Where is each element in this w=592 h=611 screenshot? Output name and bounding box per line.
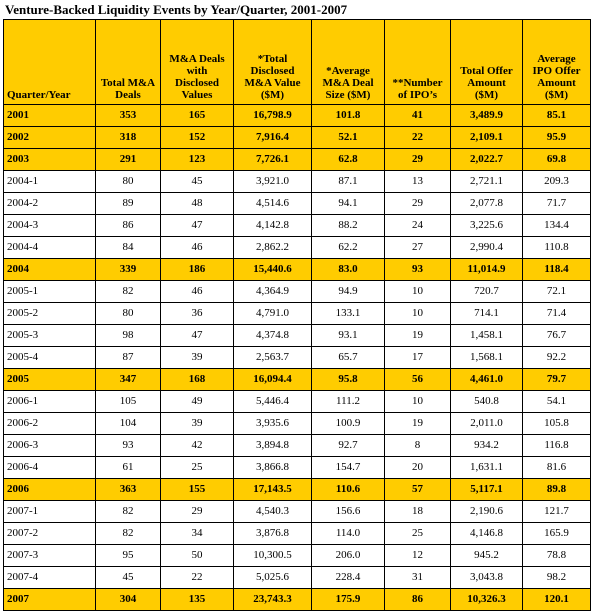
- cell-number-of-ipos: 56: [385, 369, 451, 391]
- cell-average-ipo-offer: 85.1: [523, 105, 591, 127]
- cell-number-of-ipos: 93: [385, 259, 451, 281]
- cell-quarter-year: 2007-2: [4, 523, 96, 545]
- cell-ma-deals-disclosed: 22: [161, 567, 234, 589]
- cell-total-ma-deals: 98: [96, 325, 161, 347]
- cell-ma-deals-disclosed: 168: [161, 369, 234, 391]
- cell-total-ma-deals: 61: [96, 457, 161, 479]
- cell-quarter-year: 2007: [4, 589, 96, 611]
- cell-average-ipo-offer: 209.3: [523, 171, 591, 193]
- cell-quarter-year: 2002: [4, 127, 96, 149]
- cell-total-disclosed-value: 16,798.9: [234, 105, 312, 127]
- table-row: [4, 413, 591, 435]
- cell-ma-deals-disclosed: 29: [161, 501, 234, 523]
- cell-ma-deals-disclosed: 152: [161, 127, 234, 149]
- cell-average-deal-size: 62.8: [312, 149, 385, 171]
- cell-average-ipo-offer: 81.6: [523, 457, 591, 479]
- header-total-ma-deals: Total M&A Deals: [96, 20, 161, 105]
- cell-number-of-ipos: 19: [385, 325, 451, 347]
- cell-average-deal-size: 154.7: [312, 457, 385, 479]
- cell-ma-deals-disclosed: 36: [161, 303, 234, 325]
- cell-total-disclosed-value: 4,374.8: [234, 325, 312, 347]
- cell-average-ipo-offer: 89.8: [523, 479, 591, 501]
- cell-number-of-ipos: 25: [385, 523, 451, 545]
- cell-average-deal-size: 62.2: [312, 237, 385, 259]
- cell-quarter-year: 2004: [4, 259, 96, 281]
- table-row: [4, 347, 591, 369]
- cell-average-ipo-offer: 92.2: [523, 347, 591, 369]
- cell-quarter-year: 2006-3: [4, 435, 96, 457]
- cell-average-ipo-offer: 54.1: [523, 391, 591, 413]
- cell-total-disclosed-value: 4,364.9: [234, 281, 312, 303]
- cell-ma-deals-disclosed: 48: [161, 193, 234, 215]
- cell-ma-deals-disclosed: 50: [161, 545, 234, 567]
- cell-quarter-year: 2004-4: [4, 237, 96, 259]
- cell-total-offer-amount: 945.2: [451, 545, 523, 567]
- cell-total-ma-deals: 84: [96, 237, 161, 259]
- cell-total-disclosed-value: 7,916.4: [234, 127, 312, 149]
- cell-quarter-year: 2006: [4, 479, 96, 501]
- table-row: [4, 193, 591, 215]
- cell-total-offer-amount: 2,190.6: [451, 501, 523, 523]
- cell-average-deal-size: 228.4: [312, 567, 385, 589]
- cell-total-offer-amount: 2,011.0: [451, 413, 523, 435]
- table-title: Venture-Backed Liquidity Events by Year/Quarter, 2001-2007: [5, 2, 348, 17]
- cell-quarter-year: 2007-4: [4, 567, 96, 589]
- cell-total-disclosed-value: 4,142.8: [234, 215, 312, 237]
- cell-total-ma-deals: 89: [96, 193, 161, 215]
- cell-ma-deals-disclosed: 39: [161, 347, 234, 369]
- cell-average-ipo-offer: 71.4: [523, 303, 591, 325]
- cell-ma-deals-disclosed: 135: [161, 589, 234, 611]
- cell-quarter-year: 2004-2: [4, 193, 96, 215]
- cell-ma-deals-disclosed: 186: [161, 259, 234, 281]
- cell-ma-deals-disclosed: 47: [161, 215, 234, 237]
- cell-quarter-year: 2007-1: [4, 501, 96, 523]
- table-row-annual: [4, 589, 591, 611]
- cell-average-ipo-offer: 95.9: [523, 127, 591, 149]
- cell-quarter-year: 2005-1: [4, 281, 96, 303]
- cell-total-disclosed-value: 2,862.2: [234, 237, 312, 259]
- cell-total-offer-amount: 10,326.3: [451, 589, 523, 611]
- cell-total-offer-amount: 2,721.1: [451, 171, 523, 193]
- cell-average-deal-size: 87.1: [312, 171, 385, 193]
- cell-quarter-year: 2005-3: [4, 325, 96, 347]
- cell-ma-deals-disclosed: 47: [161, 325, 234, 347]
- cell-total-disclosed-value: 3,866.8: [234, 457, 312, 479]
- cell-average-deal-size: 175.9: [312, 589, 385, 611]
- cell-total-ma-deals: 339: [96, 259, 161, 281]
- cell-average-deal-size: 52.1: [312, 127, 385, 149]
- header-quarter-year: Quarter/Year: [4, 20, 96, 105]
- cell-total-offer-amount: 2,022.7: [451, 149, 523, 171]
- cell-total-ma-deals: 363: [96, 479, 161, 501]
- cell-average-ipo-offer: 165.9: [523, 523, 591, 545]
- cell-average-deal-size: 65.7: [312, 347, 385, 369]
- cell-total-ma-deals: 82: [96, 501, 161, 523]
- cell-quarter-year: 2005-2: [4, 303, 96, 325]
- cell-ma-deals-disclosed: 25: [161, 457, 234, 479]
- cell-quarter-year: 2005: [4, 369, 96, 391]
- table-row-annual: [4, 127, 591, 149]
- table-row-annual: [4, 259, 591, 281]
- cell-total-offer-amount: 11,014.9: [451, 259, 523, 281]
- cell-total-offer-amount: 3,489.9: [451, 105, 523, 127]
- table-row: [4, 501, 591, 523]
- cell-total-ma-deals: 318: [96, 127, 161, 149]
- cell-average-deal-size: 110.6: [312, 479, 385, 501]
- table-row: [4, 215, 591, 237]
- cell-average-ipo-offer: 98.2: [523, 567, 591, 589]
- table-row-annual: [4, 369, 591, 391]
- cell-number-of-ipos: 29: [385, 149, 451, 171]
- cell-number-of-ipos: 41: [385, 105, 451, 127]
- cell-ma-deals-disclosed: 45: [161, 171, 234, 193]
- cell-average-deal-size: 83.0: [312, 259, 385, 281]
- cell-total-offer-amount: 2,077.8: [451, 193, 523, 215]
- cell-total-ma-deals: 87: [96, 347, 161, 369]
- cell-average-deal-size: 111.2: [312, 391, 385, 413]
- cell-average-deal-size: 88.2: [312, 215, 385, 237]
- cell-total-ma-deals: 104: [96, 413, 161, 435]
- cell-number-of-ipos: 10: [385, 281, 451, 303]
- cell-average-deal-size: 92.7: [312, 435, 385, 457]
- cell-total-disclosed-value: 16,094.4: [234, 369, 312, 391]
- table-row: [4, 237, 591, 259]
- header-row: [4, 20, 591, 105]
- header-total-disclosed-value: *Total Disclosed M&A Value ($M): [234, 20, 312, 105]
- cell-average-ipo-offer: 72.1: [523, 281, 591, 303]
- cell-number-of-ipos: 10: [385, 391, 451, 413]
- cell-number-of-ipos: 86: [385, 589, 451, 611]
- cell-ma-deals-disclosed: 155: [161, 479, 234, 501]
- cell-total-disclosed-value: 5,025.6: [234, 567, 312, 589]
- cell-average-ipo-offer: 71.7: [523, 193, 591, 215]
- cell-average-ipo-offer: 121.7: [523, 501, 591, 523]
- cell-total-ma-deals: 45: [96, 567, 161, 589]
- cell-ma-deals-disclosed: 34: [161, 523, 234, 545]
- cell-quarter-year: 2001: [4, 105, 96, 127]
- cell-ma-deals-disclosed: 49: [161, 391, 234, 413]
- cell-number-of-ipos: 8: [385, 435, 451, 457]
- cell-number-of-ipos: 57: [385, 479, 451, 501]
- cell-quarter-year: 2004-3: [4, 215, 96, 237]
- table-row-annual: [4, 105, 591, 127]
- cell-total-disclosed-value: 2,563.7: [234, 347, 312, 369]
- table-row: [4, 435, 591, 457]
- cell-average-ipo-offer: 118.4: [523, 259, 591, 281]
- table-row: [4, 457, 591, 479]
- cell-total-ma-deals: 353: [96, 105, 161, 127]
- cell-number-of-ipos: 18: [385, 501, 451, 523]
- cell-total-offer-amount: 1,568.1: [451, 347, 523, 369]
- liquidity-events-table: [3, 19, 591, 611]
- cell-total-disclosed-value: 3,935.6: [234, 413, 312, 435]
- cell-ma-deals-disclosed: 39: [161, 413, 234, 435]
- cell-ma-deals-disclosed: 46: [161, 237, 234, 259]
- cell-total-offer-amount: 720.7: [451, 281, 523, 303]
- cell-total-disclosed-value: 10,300.5: [234, 545, 312, 567]
- cell-total-disclosed-value: 7,726.1: [234, 149, 312, 171]
- cell-total-disclosed-value: 4,514.6: [234, 193, 312, 215]
- cell-number-of-ipos: 27: [385, 237, 451, 259]
- cell-total-ma-deals: 82: [96, 281, 161, 303]
- cell-total-disclosed-value: 5,446.4: [234, 391, 312, 413]
- cell-total-offer-amount: 4,461.0: [451, 369, 523, 391]
- table-row: [4, 545, 591, 567]
- cell-average-ipo-offer: 76.7: [523, 325, 591, 347]
- cell-total-offer-amount: 1,631.1: [451, 457, 523, 479]
- cell-ma-deals-disclosed: 42: [161, 435, 234, 457]
- cell-average-deal-size: 101.8: [312, 105, 385, 127]
- cell-total-ma-deals: 304: [96, 589, 161, 611]
- cell-ma-deals-disclosed: 165: [161, 105, 234, 127]
- cell-total-disclosed-value: 4,791.0: [234, 303, 312, 325]
- cell-total-ma-deals: 291: [96, 149, 161, 171]
- table-row-annual: [4, 479, 591, 501]
- cell-average-deal-size: 95.8: [312, 369, 385, 391]
- cell-total-offer-amount: 934.2: [451, 435, 523, 457]
- cell-total-ma-deals: 82: [96, 523, 161, 545]
- cell-number-of-ipos: 13: [385, 171, 451, 193]
- cell-average-deal-size: 206.0: [312, 545, 385, 567]
- cell-total-offer-amount: 2,990.4: [451, 237, 523, 259]
- cell-average-deal-size: 114.0: [312, 523, 385, 545]
- cell-total-ma-deals: 93: [96, 435, 161, 457]
- cell-average-deal-size: 100.9: [312, 413, 385, 435]
- cell-average-ipo-offer: 134.4: [523, 215, 591, 237]
- cell-quarter-year: 2005-4: [4, 347, 96, 369]
- cell-average-deal-size: 156.6: [312, 501, 385, 523]
- cell-total-offer-amount: 714.1: [451, 303, 523, 325]
- cell-average-ipo-offer: 120.1: [523, 589, 591, 611]
- cell-average-ipo-offer: 110.8: [523, 237, 591, 259]
- cell-average-ipo-offer: 78.8: [523, 545, 591, 567]
- cell-average-ipo-offer: 105.8: [523, 413, 591, 435]
- cell-total-offer-amount: 1,458.1: [451, 325, 523, 347]
- cell-total-ma-deals: 86: [96, 215, 161, 237]
- cell-number-of-ipos: 29: [385, 193, 451, 215]
- table-row: [4, 325, 591, 347]
- header-average-deal-size: *Average M&A Deal Size ($M): [312, 20, 385, 105]
- cell-number-of-ipos: 17: [385, 347, 451, 369]
- cell-average-deal-size: 93.1: [312, 325, 385, 347]
- cell-total-offer-amount: 5,117.1: [451, 479, 523, 501]
- cell-total-ma-deals: 95: [96, 545, 161, 567]
- header-total-offer-amount: Total Offer Amount ($M): [451, 20, 523, 105]
- cell-total-offer-amount: 2,109.1: [451, 127, 523, 149]
- cell-total-offer-amount: 4,146.8: [451, 523, 523, 545]
- cell-total-disclosed-value: 3,894.8: [234, 435, 312, 457]
- cell-average-deal-size: 94.1: [312, 193, 385, 215]
- cell-total-disclosed-value: 3,876.8: [234, 523, 312, 545]
- cell-quarter-year: 2006-1: [4, 391, 96, 413]
- header-ma-deals-disclosed: M&A Deals with Disclosed Values: [161, 20, 234, 105]
- table-row-annual: [4, 149, 591, 171]
- cell-total-disclosed-value: 4,540.3: [234, 501, 312, 523]
- cell-total-disclosed-value: 3,921.0: [234, 171, 312, 193]
- cell-number-of-ipos: 19: [385, 413, 451, 435]
- table-body: [4, 105, 591, 611]
- cell-number-of-ipos: 31: [385, 567, 451, 589]
- cell-number-of-ipos: 12: [385, 545, 451, 567]
- table-row: [4, 391, 591, 413]
- table-row: [4, 281, 591, 303]
- cell-total-offer-amount: 3,043.8: [451, 567, 523, 589]
- cell-quarter-year: 2006-2: [4, 413, 96, 435]
- cell-total-offer-amount: 3,225.6: [451, 215, 523, 237]
- cell-average-ipo-offer: 69.8: [523, 149, 591, 171]
- cell-number-of-ipos: 22: [385, 127, 451, 149]
- table-row: [4, 523, 591, 545]
- cell-total-disclosed-value: 23,743.3: [234, 589, 312, 611]
- header-number-of-ipos: **Number of IPO’s: [385, 20, 451, 105]
- cell-quarter-year: 2006-4: [4, 457, 96, 479]
- cell-quarter-year: 2004-1: [4, 171, 96, 193]
- table-row: [4, 567, 591, 589]
- cell-quarter-year: 2003: [4, 149, 96, 171]
- table-row: [4, 303, 591, 325]
- cell-average-ipo-offer: 116.8: [523, 435, 591, 457]
- cell-total-ma-deals: 105: [96, 391, 161, 413]
- cell-total-ma-deals: 80: [96, 303, 161, 325]
- cell-number-of-ipos: 24: [385, 215, 451, 237]
- cell-ma-deals-disclosed: 46: [161, 281, 234, 303]
- cell-number-of-ipos: 10: [385, 303, 451, 325]
- table-row: [4, 171, 591, 193]
- cell-total-ma-deals: 347: [96, 369, 161, 391]
- cell-quarter-year: 2007-3: [4, 545, 96, 567]
- cell-average-ipo-offer: 79.7: [523, 369, 591, 391]
- cell-average-deal-size: 133.1: [312, 303, 385, 325]
- cell-total-offer-amount: 540.8: [451, 391, 523, 413]
- cell-number-of-ipos: 20: [385, 457, 451, 479]
- cell-total-disclosed-value: 15,440.6: [234, 259, 312, 281]
- header-average-ipo-offer: Average IPO Offer Amount ($M): [523, 20, 591, 105]
- cell-total-ma-deals: 80: [96, 171, 161, 193]
- cell-total-disclosed-value: 17,143.5: [234, 479, 312, 501]
- cell-ma-deals-disclosed: 123: [161, 149, 234, 171]
- cell-average-deal-size: 94.9: [312, 281, 385, 303]
